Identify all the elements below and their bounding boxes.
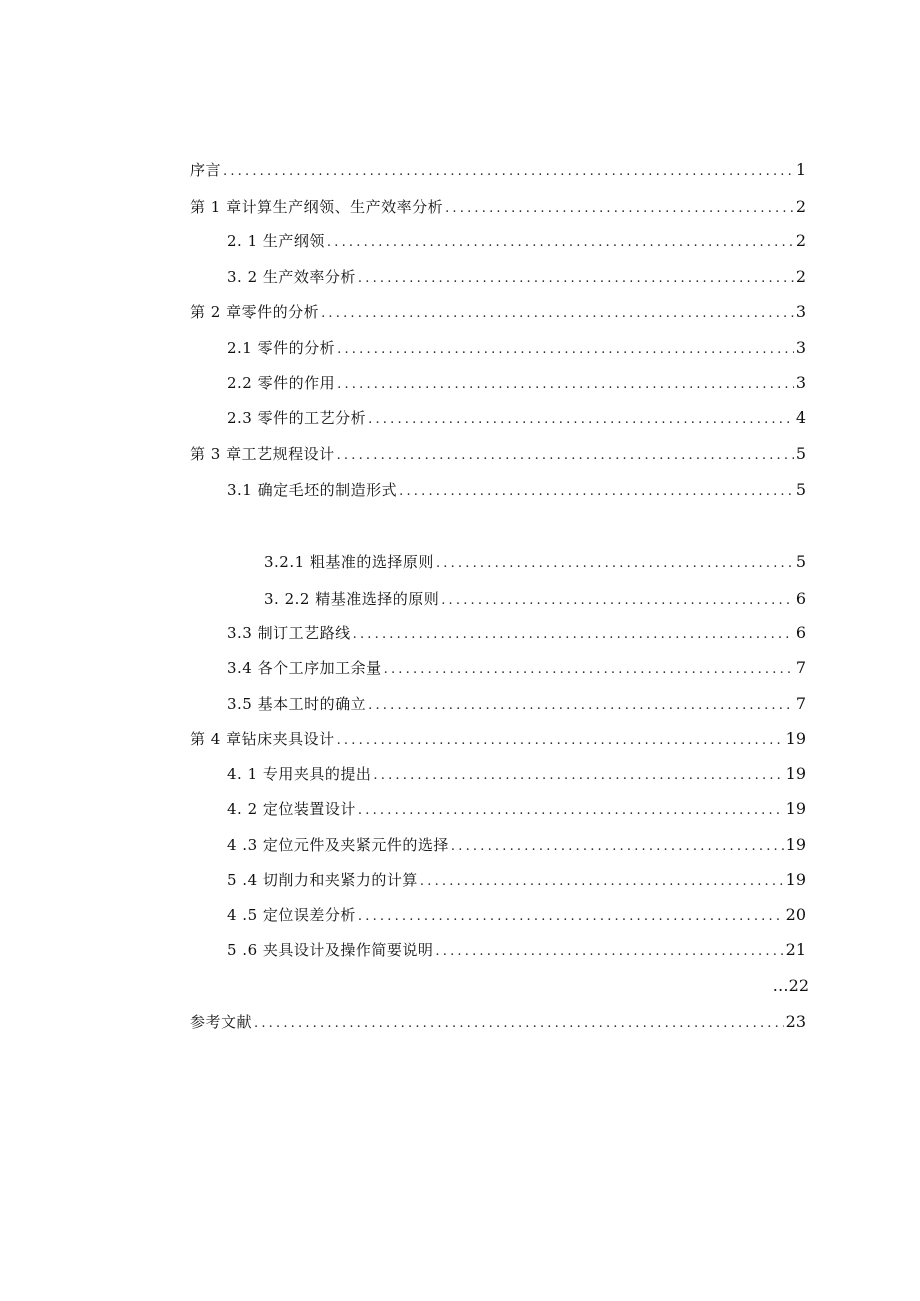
toc-dot-leader — [358, 267, 794, 291]
toc-dot-leader — [373, 764, 783, 788]
toc-page-number: 23 — [785, 1012, 806, 1031]
toc-entry-label: 3. 2 生产效率分析 — [227, 268, 356, 286]
toc-entry-section — [227, 797, 806, 821]
toc-page-number: 2 — [795, 267, 806, 286]
toc-page-number: 2 — [795, 197, 806, 216]
toc-dot-leader — [420, 870, 784, 894]
toc-dot-leader — [321, 302, 794, 326]
toc-entry-label: 第 3 章工艺规程设计 — [190, 445, 335, 463]
toc-dot-leader — [358, 799, 784, 823]
toc-entry-section — [227, 868, 806, 892]
toc-entry-section — [227, 371, 806, 395]
toc-entry-references — [190, 1010, 806, 1034]
toc-page-number: 19 — [785, 799, 806, 818]
toc-page-number: 3 — [795, 338, 806, 357]
toc-dot-leader — [384, 658, 794, 682]
toc-dot-leader — [435, 940, 783, 964]
toc-page-number: 3 — [795, 373, 806, 392]
toc-entry-label: 4. 1 专用夹具的提出 — [227, 765, 372, 783]
toc-dot-leader — [399, 480, 794, 504]
toc-dot-leader — [327, 231, 794, 255]
toc-page-number: 19 — [785, 835, 806, 854]
toc-dot-leader — [368, 408, 794, 432]
toc-entry-label: 4 .5 定位误差分析 — [227, 906, 356, 924]
toc-entry-subsection — [264, 587, 806, 611]
toc-entry-section — [227, 265, 806, 289]
toc-dot-leader — [337, 338, 794, 362]
toc-page-number: 5 — [795, 552, 806, 571]
toc-dot-leader — [337, 444, 794, 468]
toc-entry-label: 2. 1 生产纲领 — [227, 232, 325, 250]
toc-page-number: 7 — [795, 694, 806, 713]
toc-entry-section — [227, 903, 806, 927]
toc-dot-leader — [337, 373, 794, 397]
toc-dot-leader — [223, 160, 794, 184]
toc-page-number: 21 — [785, 940, 806, 959]
toc-entry-label: 5 .4 切削力和夹紧力的计算 — [227, 871, 418, 889]
toc-dot-leader — [358, 905, 784, 929]
toc-dot-leader — [451, 835, 784, 859]
toc-entry-label: 第 2 章零件的分析 — [190, 303, 320, 321]
toc-entry-label: 3.4 各个工序加工余量 — [227, 659, 382, 677]
toc-entry-label: 第 1 章计算生产纲领、生产效率分析 — [190, 198, 444, 216]
toc-entry-section — [227, 938, 806, 962]
toc-entry-section — [227, 478, 806, 502]
toc-orphan-page-ref: …22 — [772, 976, 809, 995]
toc-page-number: 1 — [795, 160, 806, 179]
toc-dot-leader — [368, 694, 794, 718]
toc-entry-section — [227, 621, 806, 645]
toc-page-number: 2 — [795, 231, 806, 250]
toc-dot-leader — [337, 729, 784, 753]
toc-page-number: 6 — [795, 623, 806, 642]
toc-entry-chapter-3 — [190, 442, 806, 466]
toc-dot-leader — [441, 589, 794, 613]
toc-entry-label: 第 4 章钻床夹具设计 — [190, 730, 335, 748]
toc-page-number: 20 — [785, 905, 806, 924]
toc-entry-section — [227, 762, 806, 786]
toc-entry-label: 序言 — [190, 161, 222, 179]
toc-page-number: 3 — [795, 302, 806, 321]
toc-entry-label: 2.1 零件的分析 — [227, 339, 336, 357]
toc-entry-preface — [190, 158, 806, 182]
toc-entry-label: 4 .3 定位元件及夹紧元件的选择 — [227, 836, 449, 854]
toc-entry-section — [227, 336, 806, 360]
toc-entry-label: 2.2 零件的作用 — [227, 374, 336, 392]
toc-entry-label: 3.1 确定毛坯的制造形式 — [227, 481, 398, 499]
toc-entry-section — [227, 692, 806, 716]
toc-entry-section — [227, 833, 806, 857]
toc-entry-label: 2.3 零件的工艺分析 — [227, 409, 367, 427]
toc-page-number: 19 — [785, 764, 806, 783]
toc-page-number: 7 — [795, 658, 806, 677]
toc-entry-label: 4. 2 定位装置设计 — [227, 800, 356, 818]
toc-entry-section — [227, 656, 806, 680]
toc-entry-label: 3. 2.2 精基准选择的原则 — [264, 590, 440, 608]
toc-page-number: 4 — [795, 408, 806, 427]
toc-dot-leader — [353, 623, 794, 647]
toc-entry-label: 参考文献 — [190, 1013, 253, 1031]
toc-entry-chapter-4 — [190, 727, 806, 751]
toc-dot-leader — [445, 197, 794, 221]
toc-page-number: 19 — [785, 870, 806, 889]
toc-dot-leader — [254, 1012, 784, 1036]
toc-entry-section — [227, 406, 806, 430]
toc-entry-label: 3.3 制订工艺路线 — [227, 624, 351, 642]
toc-entry-label: 3.2.1 粗基准的选择原则 — [264, 553, 434, 571]
toc-page-number: 6 — [795, 589, 806, 608]
toc-entry-chapter-1 — [190, 195, 806, 219]
toc-entry-chapter-2 — [190, 300, 806, 324]
toc-entry-section — [227, 229, 806, 253]
toc-page-number: 5 — [795, 444, 806, 463]
toc-dot-leader — [436, 552, 794, 576]
toc-entry-subsection — [264, 550, 806, 574]
toc-page-number: 19 — [785, 729, 806, 748]
toc-entry-label: 3.5 基本工时的确立 — [227, 695, 367, 713]
toc-page-number: 5 — [795, 480, 806, 499]
toc-entry-label: 5 .6 夹具设计及操作简要说明 — [227, 941, 434, 959]
